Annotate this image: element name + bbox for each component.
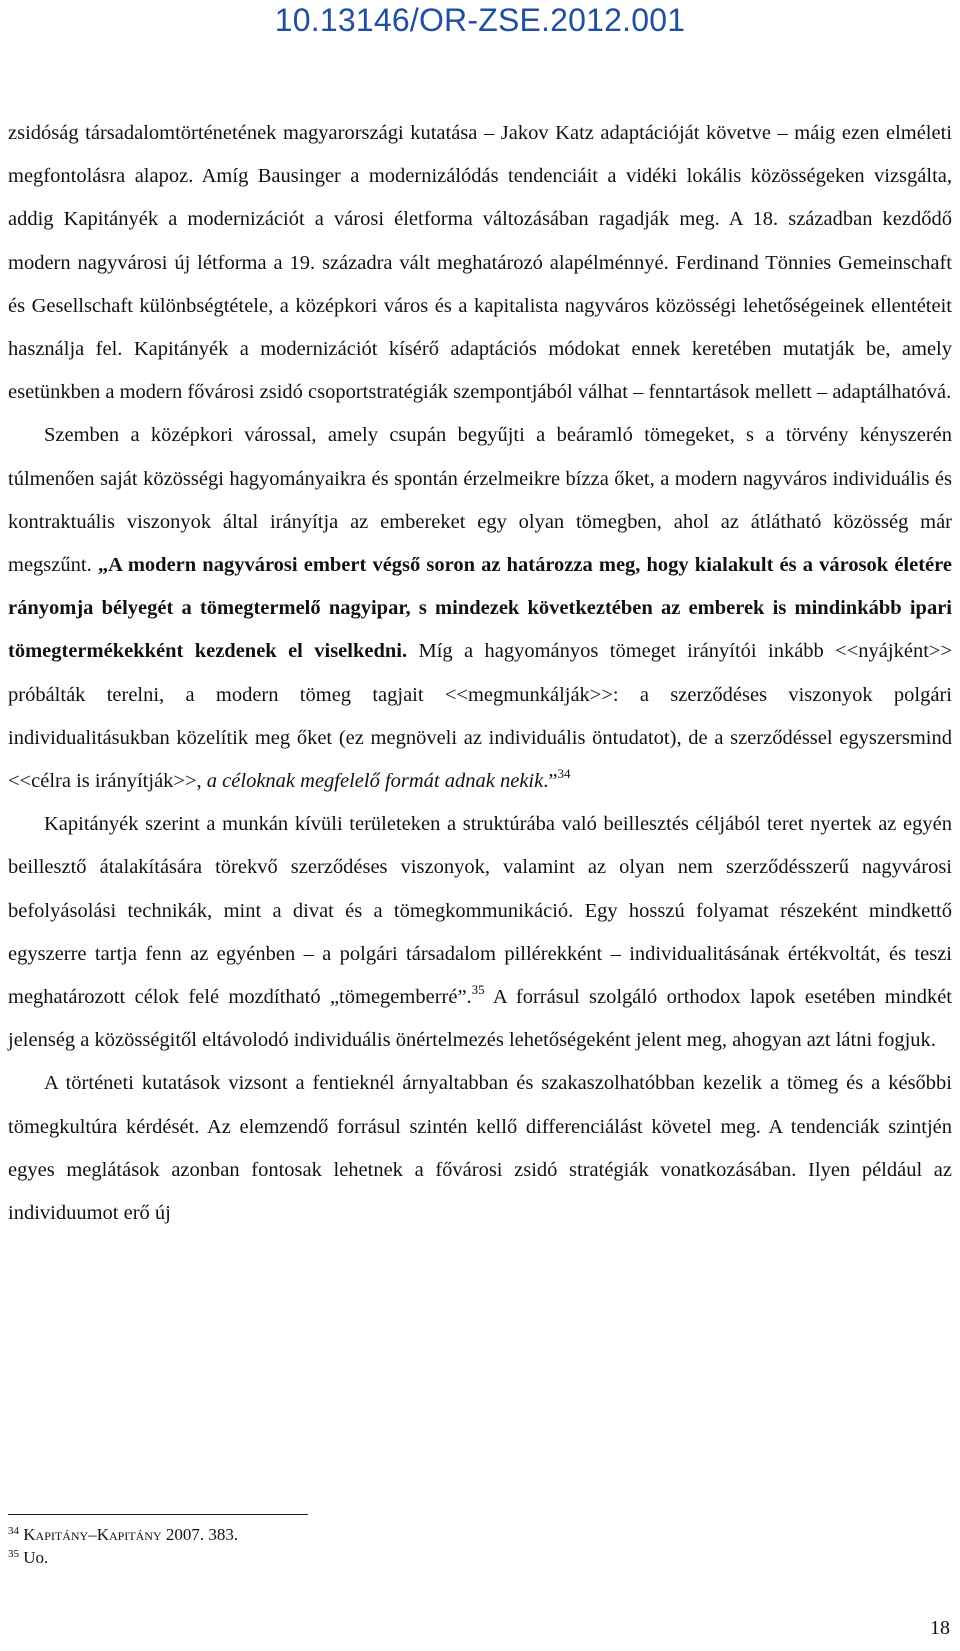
paragraph-2-text-a: Szemben a középkori várossal, amely csupán begyűjti a beáramló tömegeket, s a törvény kényszerén túlmenően saját közösségi hagyományaikra és spontán érzelmeikre bízza őket, a modern nagyváros individuális és kontraktuális viszonyok által irányítja az embereket egy olyan tömegben, ahol az átlátható közösség már megszűnt. [8, 424, 952, 577]
footnote-author: Kapitány–Kapitány [23, 1525, 162, 1544]
paragraph-3 [8, 803, 952, 1062]
paragraph-3-text-b: A forrásul szolgáló orthodox lapok esetében mindkét jelenség a közösségitől eltávolodó individuális önértelmezés lehetőségeként jelent meg, ahogyan azt látni fogjuk. [8, 986, 952, 1052]
paragraph-2-bold-quote: „A modern nagyvárosi embert végső soron az határozza meg, hogy kialakult és a városok életére rányomja bélyegét a tömegtermelő nagyipar, s mindezek következtében az emberek is mindinkább ipari tömegtermékekként kezdenek el viselkedni. [8, 554, 952, 663]
paragraph-4: A történeti kutatások vizsont a fentieknél árnyaltabban és szakaszolhatóbban kezelik a tömeg és a későbbi tömegkultúra kérdését. Az elemzendő forrásul szintén kellő differenciálást követel meg. A tendenciák szintjén egyes meglátások azonban fontosak lehetnek a fővárosi zsidó stratégiák vonatkozásában. Ilyen például az individuumot erő új [8, 1072, 952, 1225]
footnote-34 [8, 1523, 908, 1546]
paragraph-1: zsidóság társadalomtörténetének magyarországi kutatása – Jakov Katz adaptációját követve – máig ezen elméleti megfontolásra alapoz. Amíg Bausinger a modernizálódás tendenciáit a vidéki lokális közösségeken vizsgálta, addig Kapitányék a modernizációt a városi életforma változásában ragadják meg. A 18. században kezdődő modern nagyvárosi új létforma a 19. századra vált meghatározó alapélménnyé. Ferdinand Tönnies Gemeinschaft és Gesellschaft különbségtétele, a középkori város és a kapitalista nagyváros közösségi lehetőségeinek ellentéteit használja fel. Kapitányék a modernizációt kísérő adaptációs módokat ennek keretében mutatják be, amely esetünkben a modern fővárosi zsidó csoportstratégiák szempontjából válhat – fenntartások mellett – adaptálhatóvá. [8, 122, 952, 404]
footnote-ref-35[interactable]: 35 [471, 982, 485, 998]
doi-header[interactable]: 10.13146/OR-ZSE.2012.001 [274, 2, 686, 38]
footnote-text: Uo. [19, 1548, 49, 1567]
page-number: 18 [930, 1617, 950, 1639]
footnote-number: 35 [8, 1548, 19, 1560]
paragraph-3-text-a: Kapitányék szerint a munkán kívüli területeken a struktúrába való beillesztés céljából teret nyertek az egyén beillesztő átalakítására törekvő szerződéses viszonyok, valamint az olyan nem szerződésszerű nagyvárosi befolyásolási technikák, mint a divat és a tömegkommunikáció. Egy hosszú folyamat részeként mindkettő egyszerre tartja fenn az egyénben – a polgári társadalom pillérekként – individualitásának értékvoltát, és teszi meghatározott célok felé mozdítható „tömegemberré”. [8, 813, 952, 1009]
body-text [8, 112, 952, 1235]
footnote-35 [8, 1546, 908, 1569]
footnotes [8, 1523, 908, 1569]
paragraph-2-text-b: Míg a hagyományos tömeget irányítói inkább <<nyájként>> próbálták terelni, a modern tömeg tagjait <<megmunkálják>>: a szerződéses viszonyok polgári individualitásukban közelítik meg őket (ez megnöveli az individuális öntudatot), de a szerződéssel egyszersmind <<célra is irányítják>>, [8, 640, 953, 793]
footnote-number: 34 [8, 1525, 19, 1537]
footnote-ref-34[interactable]: 34 [557, 766, 571, 782]
footnote-ref-text: 2007. 383. [161, 1525, 239, 1544]
paragraph-2-text-c: .” [543, 770, 558, 793]
paragraph-2-italic-quote: a céloknak megfelelő formát adnak nekik [206, 770, 544, 793]
footnote-divider [8, 1514, 308, 1515]
paragraph-2 [8, 414, 952, 803]
